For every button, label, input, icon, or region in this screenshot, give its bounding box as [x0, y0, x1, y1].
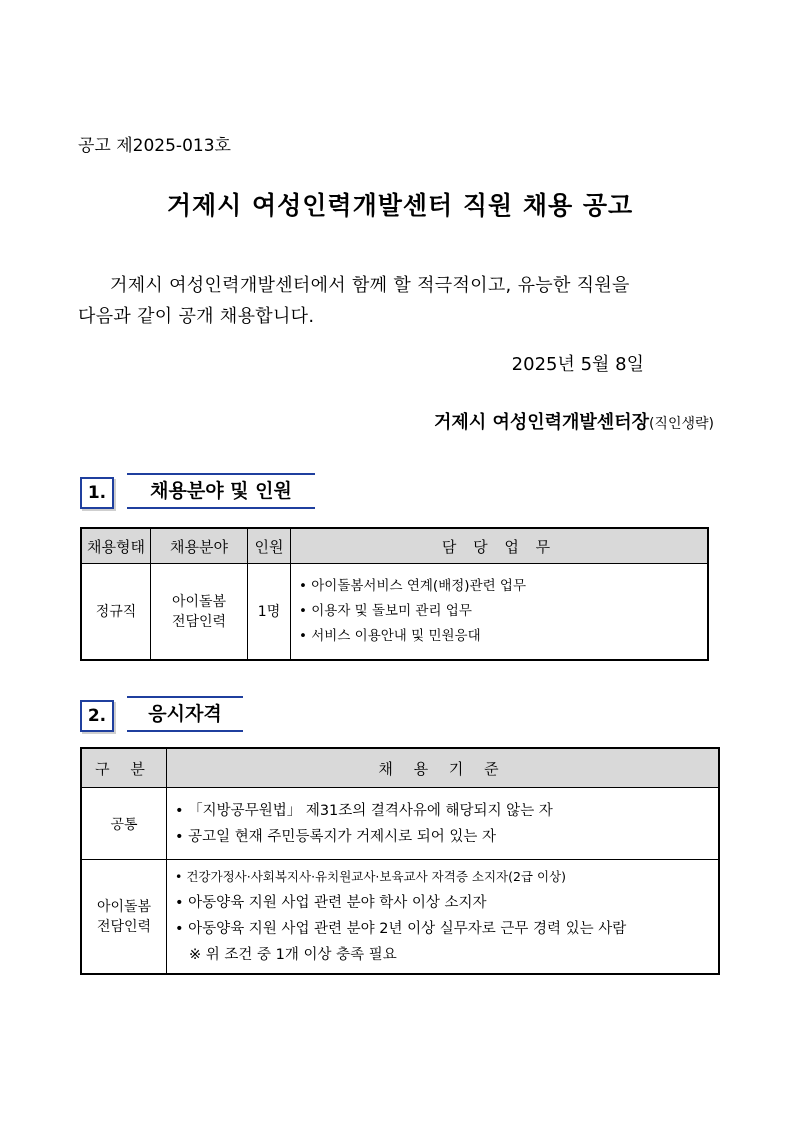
cell-criteria: [167, 860, 720, 974]
section2-title: 응시자격: [127, 696, 243, 732]
list-item: • 공고일 현재 주민등록지가 거제시로 되어 있는 자: [175, 824, 718, 850]
cell-category: 공통: [81, 788, 167, 860]
header-count: 인원: [248, 528, 291, 564]
page-title: 거제시 여성인력개발센터 직원 채용 공고: [166, 191, 634, 220]
criteria-note: ※ 위 조건 중 1개 이상 충족 필요: [189, 947, 397, 964]
section1-title: 채용분야 및 인원: [127, 473, 315, 509]
qualification-table: [80, 747, 720, 975]
cell-duties: [291, 564, 709, 660]
table-header-row: [81, 528, 708, 564]
section2-number: 2.: [80, 700, 114, 732]
issuer: [434, 408, 714, 434]
table-row: [81, 564, 708, 660]
notice-date: 2025년 5월 8일: [511, 354, 644, 375]
recruitment-table: [80, 527, 709, 661]
header-duties: 담 당 업 무: [291, 528, 709, 564]
cell-category: [81, 860, 167, 974]
cell-criteria: [167, 788, 720, 860]
cell-category-line1: 아이돌봄: [96, 899, 152, 916]
header-category: 구 분: [81, 748, 167, 788]
list-item: • 「지방공무원법」 제31조의 결격사유에 해당되지 않는 자: [175, 798, 718, 824]
cell-field-line1: 아이돌봄: [171, 594, 227, 611]
cell-field-line2: 전담인력: [171, 614, 227, 631]
cell-field: [151, 564, 248, 660]
issuer-name: 거제시 여성인력개발센터장: [434, 412, 649, 433]
list-item: • 아동양육 지원 사업 관련 분야 학사 이상 소지자: [175, 890, 718, 916]
list-item: • 아이돌봄서비스 연계(배정)관련 업무: [299, 574, 707, 599]
table-row: [81, 788, 719, 860]
section1-number: 1.: [80, 477, 114, 509]
table-row: [81, 860, 719, 974]
table-header-row: [81, 748, 719, 788]
intro-text-line2: 다음과 같이 공개 채용합니다.: [78, 306, 315, 327]
header-field: 채용분야: [151, 528, 248, 564]
list-item: • 이용자 및 돌보미 관리 업무: [299, 599, 707, 624]
cell-category-line2: 전담인력: [96, 919, 152, 936]
issuer-note: (직인생략): [648, 416, 714, 432]
cell-count: 1명: [248, 564, 291, 660]
list-item: • 아동양육 지원 사업 관련 분야 2년 이상 실무자로 근무 경력 있는 사람: [175, 916, 718, 942]
intro-text-line1: 거제시 여성인력개발센터에서 함께 할 적극적이고, 유능한 직원을: [110, 275, 630, 296]
list-item: • 건강가정사·사회복지사·유치원교사·보육교사 자격증 소지자(2급 이상): [175, 864, 718, 890]
list-item: • 서비스 이용안내 및 민원응대: [299, 624, 707, 649]
header-criteria: 채 용 기 준: [167, 748, 720, 788]
header-type: 채용형태: [81, 528, 151, 564]
notice-number: 공고 제2025-013호: [78, 136, 231, 156]
cell-type: 정규직: [81, 564, 151, 660]
